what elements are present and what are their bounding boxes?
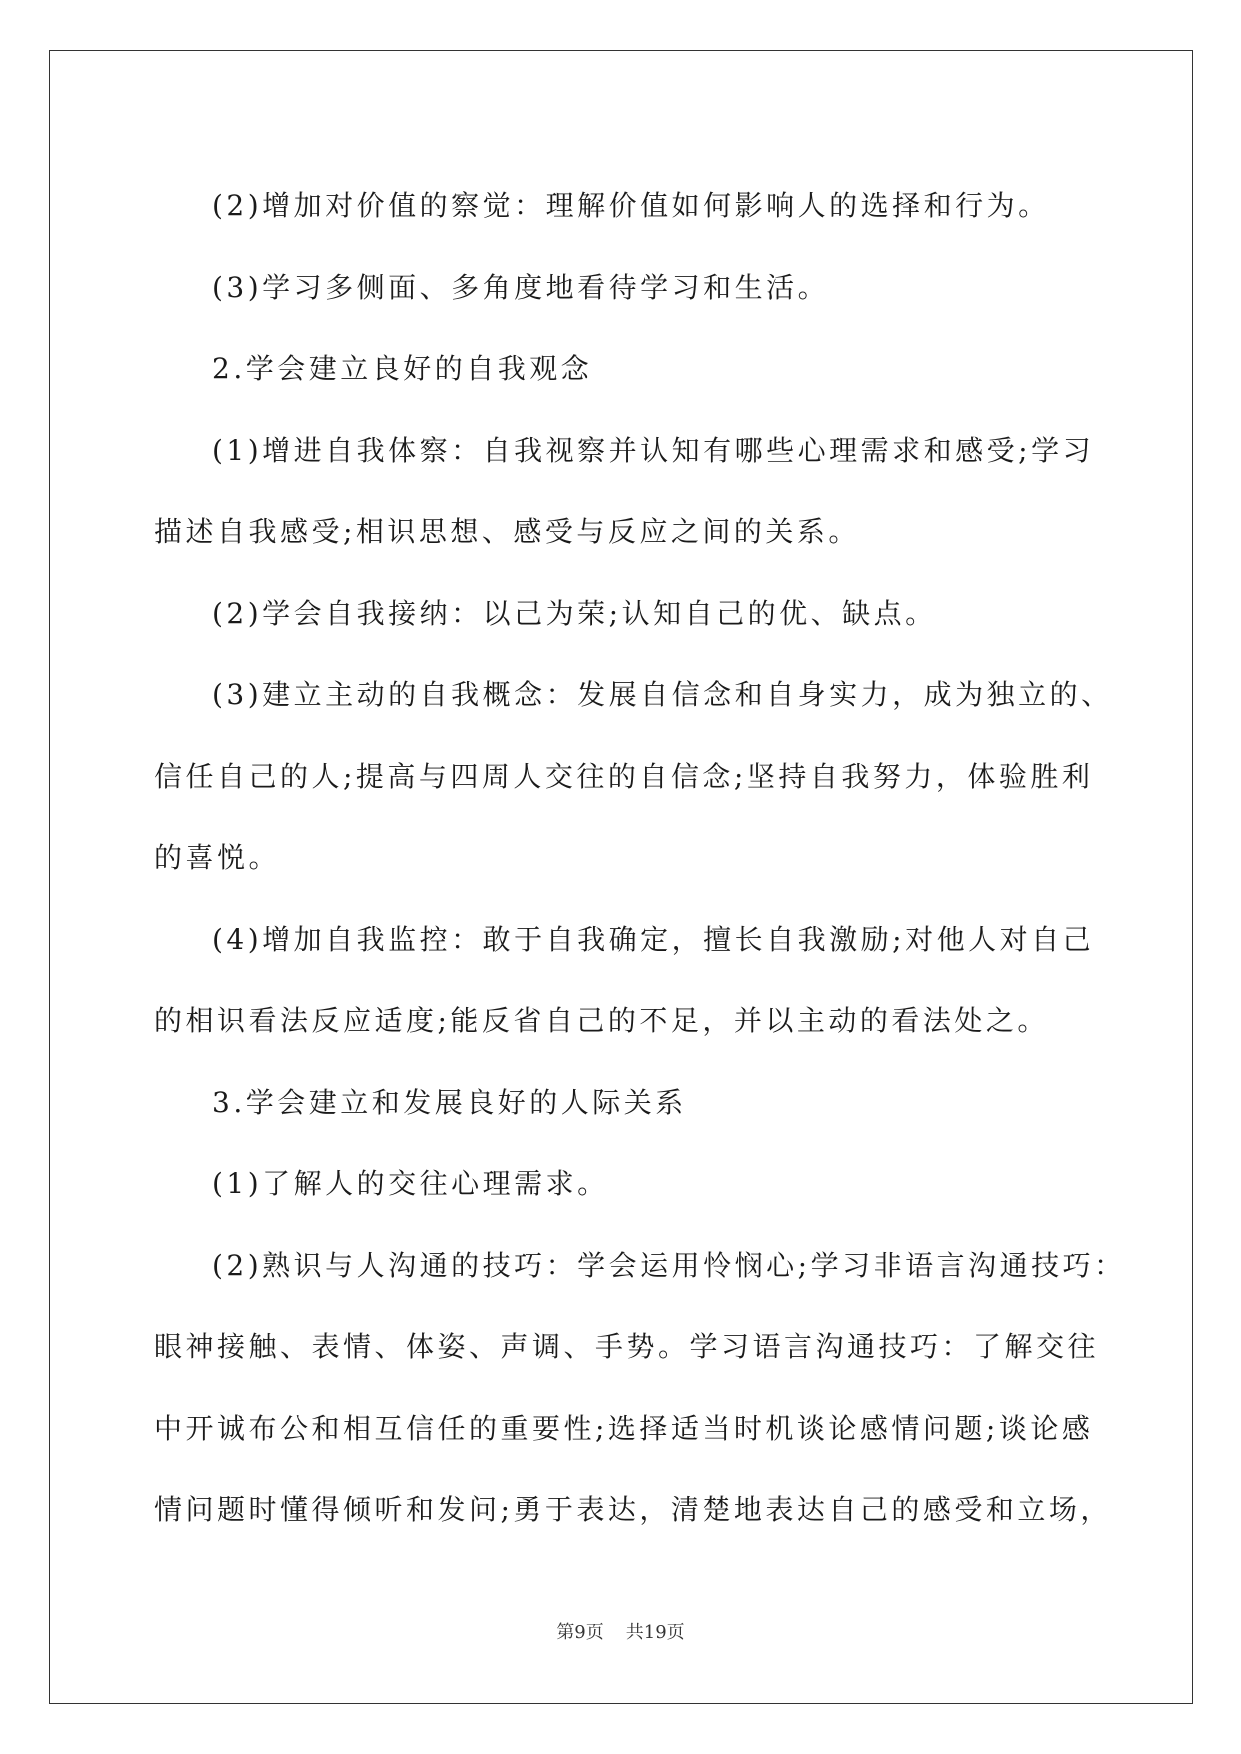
- page-total: 共19页: [625, 1622, 685, 1643]
- paragraph-line: (1)增进自我体察：自我视察并认知有哪些心理需求和感受;学习: [212, 433, 1095, 467]
- paragraph-line: 情问题时懂得倾听和发问;勇于表达，清楚地表达自己的感受和立场，: [154, 1493, 1112, 1526]
- paragraph-line: (4)增加自我监控：敢于自我确定，擅长自我激励;对他人对自己: [212, 922, 1095, 956]
- paragraph-line: (3)学习多侧面、多角度地看待学习和生活。: [212, 270, 830, 304]
- paragraph-line: (2)熟识与人沟通的技巧：学会运用怜悯心;学习非语言沟通技巧：: [212, 1248, 1126, 1282]
- paragraph-line: 的喜悦。: [154, 841, 281, 874]
- section-heading: 3.学会建立和发展良好的人际关系: [212, 1085, 687, 1119]
- paragraph-line: 信任自己的人;提高与四周人交往的自信念;坚持自我努力，体验胜利: [154, 759, 1094, 793]
- paragraph-line: 眼神接触、表情、体姿、声调、手势。学习语言沟通技巧：了解交往: [154, 1330, 1100, 1363]
- paragraph-line: (1)了解人的交往心理需求。: [212, 1167, 609, 1200]
- paragraph-line: 描述自我感受;相识思想、感受与反应之间的关系。: [154, 515, 860, 548]
- paragraph-line: 中开诚布公和相互信任的重要性;选择适当时机谈论感情问题;谈论感: [154, 1411, 1094, 1445]
- paragraph-line: (3)建立主动的自我概念：发展自信念和自身实力，成为独立的、: [212, 678, 1113, 711]
- paragraph-line: (2)增加对价值的察觉：理解价值如何影响人的选择和行为。: [212, 189, 1050, 222]
- section-heading: 2.学会建立良好的自我观念: [212, 352, 593, 385]
- document-body: [154, 165, 1126, 1551]
- paragraph-line: 的相识看法反应适度;能反省自己的不足，并以主动的看法处之。: [154, 1004, 1049, 1037]
- page-footer: [0, 1618, 1241, 1644]
- paragraph-line: (2)学会自我接纳：以己为荣;认知自己的优、缺点。: [212, 596, 937, 630]
- page-number: 第9页: [556, 1622, 604, 1643]
